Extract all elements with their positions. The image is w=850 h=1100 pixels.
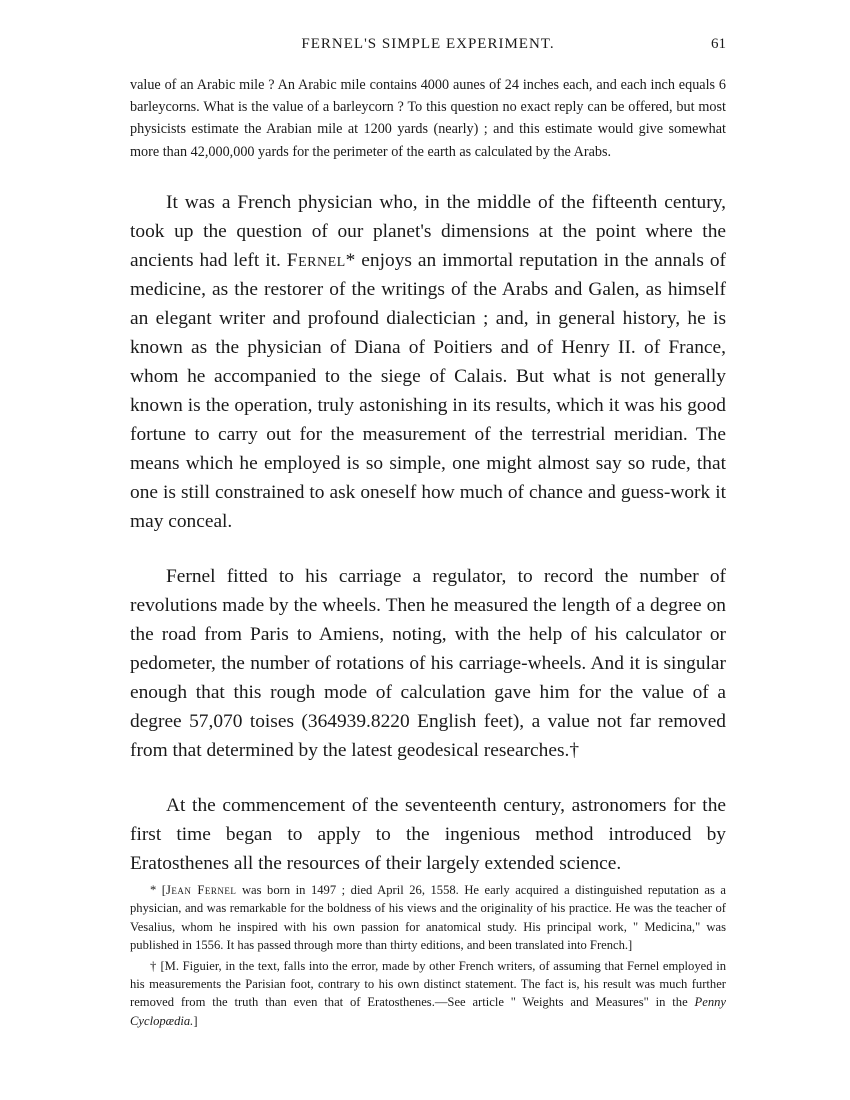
para1-text-before: It was a French physician who, in the middle of the fifteenth century, took up the question of our planet's dimensions at the point where the ancients had left it. bbox=[130, 192, 726, 271]
para1-text-after: * enjoys an immortal reputation in the annals of medicine, as the restorer of the writings of the Arabs and Galen, as himself an elegant writer and profound dialectician ; and, in general history, he is known as the physician of Diana of Poitiers and of Henry II. of France, whom he accompanied to the siege of Calais. But what is not generally known is the operation, truly astonishing in its results, which it was his good fortune to carry out for the measurement of the terrestrial meridian. The means which he employed is so simple, one might almost say so rude, that one is still constrained to ask oneself how much of chance and guess-work it may conceal. bbox=[130, 250, 726, 532]
footnote1-name: Jean Fernel bbox=[166, 883, 237, 897]
footnote-jean-fernel bbox=[130, 881, 726, 955]
footnotes bbox=[130, 881, 726, 1030]
continued-paragraph: value of an Arabic mile ? An Arabic mile contains 4000 aunes of 24 inches each, and each inch equals 6 barleycorns. What is the value of a barleycorn ? To this question no exact reply can be offered, but most physicists estimate the Arabian mile at 1200 yards (nearly) ; and this estimate would give somewhat more than 42,000,000 yards for the perimeter of the earth as calculated by the Arabs. bbox=[130, 77, 726, 160]
footnote2-close: ] bbox=[193, 1013, 198, 1028]
page-header bbox=[130, 36, 726, 58]
fernel-name: Fernel bbox=[286, 250, 346, 271]
footnote-figuier bbox=[130, 957, 726, 1031]
footnote2-cited-work: Penny Cyclopædia. bbox=[130, 995, 726, 1028]
footnote1-open: * [ bbox=[150, 883, 167, 897]
paragraph-seventeenth-century: At the commencement of the seventeenth century, astronomers for the first time began to apply to the ingenious method introduced by Eratosthenes all the resources of their largely extended science. bbox=[130, 795, 726, 874]
paragraph-carriage-regulator: Fernel fitted to his carriage a regulator, to record the number of revolutions made by the wheels. Then he measured the length of a degree on the road from Paris to Amiens, noting, with the help of his calculator or pedometer, the number of rotations of his carriage-wheels. And it is singular enough that this rough mode of calculation gave him for the value of a degree 57,070 toises (364939.8220 English feet), a value not far removed from that determined by the latest geodesical researches.† bbox=[130, 566, 726, 761]
running-title: FERNEL'S SIMPLE EXPERIMENT. bbox=[301, 36, 555, 52]
paragraph-fernel-intro bbox=[130, 188, 726, 536]
page-number: 61 bbox=[711, 36, 726, 52]
footnote2-text: † [M. Figuier, in the text, falls into the error, made by other French writers, of assuming that Fernel employed in his measurements the Parisian foot, contrary to his own distinct statement. The fact is, his result was much further removed from the truth than even that of Eratosthenes.—See article " Weights and Measures" in the bbox=[130, 958, 726, 1010]
footnote1-text: was born in 1497 ; died April 26, 1558. He early acquired a distinguished reputation as a physician, and was remarkable for the boldness of his views and the originality of his practice. He was the teacher of Vesalius, whom he inspired with his own passion for anatomical study. His principal work, " Medicina," was published in 1556. It has passed through more than thirty editions, and been translated into French.] bbox=[130, 883, 727, 953]
